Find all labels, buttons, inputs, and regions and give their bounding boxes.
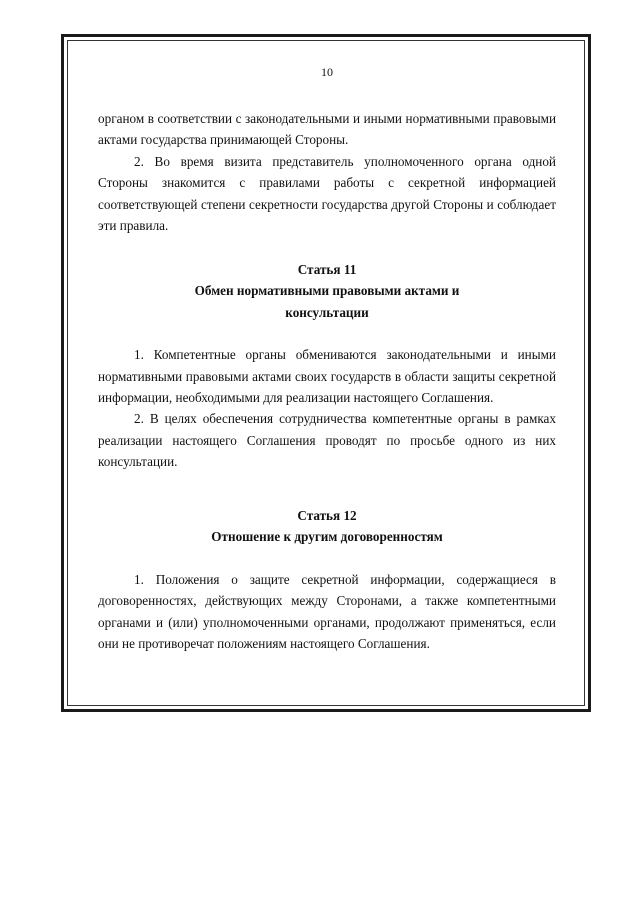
article-11-paragraph-1: 1. Компетентные органы обмениваются законодательными и иными нормативными правовыми актами своих государств в области защиты секретной информации, необходимыми для реализации настоящего Соглашения. (98, 347, 556, 406)
article-11-title-line2: консультации (285, 304, 369, 320)
article-12-title: Отношение к другим договоренностям (211, 529, 443, 545)
paragraph-visit: 2. Во время визита представитель уполномоченного органа одной Стороны знакомится с правилами работы с секретной информацией соответствующей степени секретности государства другой Стороны и соблюдает эти правила. (98, 153, 556, 234)
paragraph-continuation: органом в соответствии с законодательными и иными нормативными правовыми актами государства принимающей Стороны. (98, 111, 556, 148)
article-11 (98, 259, 556, 473)
article-12-number: Статья 12 (297, 508, 357, 523)
article-11-number: Статья 11 (297, 262, 357, 277)
article-11-paragraph-2: 2. В целях обеспечения сотрудничества компетентные органы в рамках реализации настоящего Соглашения проводят по просьбе одного из них консультации. (98, 411, 556, 470)
article-11-title-line1: Обмен нормативными правовыми актами и (194, 283, 460, 299)
page-number: 10 (321, 65, 333, 79)
article-12-paragraph-1: 1. Положения о защите секретной информации, содержащиеся в договоренностях, действующих между Сторонами, а также компетентными органами и (или) уполномоченными органами, продолжают применяться, если они не противоречат положениям настоящего Соглашения. (98, 571, 556, 652)
article-12 (98, 505, 556, 654)
